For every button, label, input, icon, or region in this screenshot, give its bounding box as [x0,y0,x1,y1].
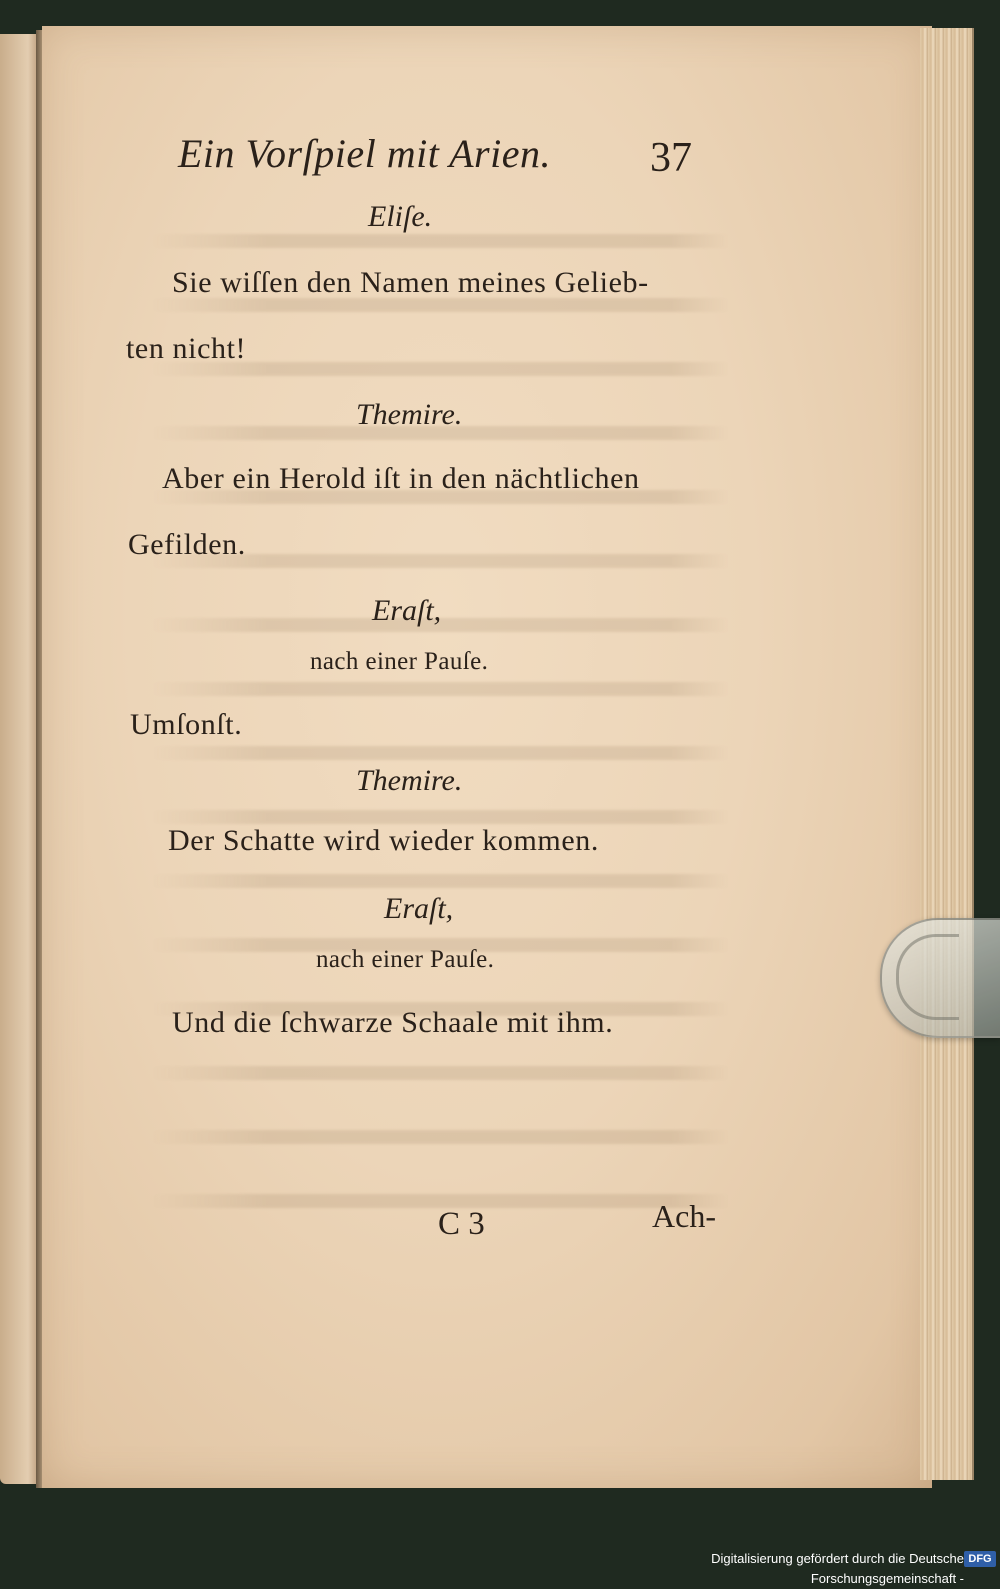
speaker-themire: Themire. [356,764,463,797]
text-line: Umſonſt. [130,708,243,741]
text-line: Aber ein Herold iſt in den nächtlichen [162,462,640,495]
running-title: Ein Vorſpiel mit Arien. [178,131,551,176]
text-line: Der Schatte wird wieder kommen. [168,824,599,857]
text-line: Sie wiſſen den Namen meines Gelieb- [172,266,649,299]
stage-direction: nach einer Pauſe. [310,648,489,675]
signature-mark: C 3 [438,1206,485,1242]
text-line: ten nicht! [126,332,247,365]
facing-page-edge [0,34,40,1484]
dfg-logo: DFG [964,1551,996,1567]
page-number: 37 [650,135,692,181]
text-line: Gefilden. [128,528,246,561]
stage-direction: nach einer Pauſe. [316,946,495,973]
speaker-themire: Themire. [356,398,463,431]
speaker-elise: Eliſe. [368,200,433,233]
digitization-note: Digitalisierung gefördert durch die Deutsche Forschungsgemeinschaft - [711,1551,964,1586]
speaker-erast: Eraſt, [372,594,442,627]
text-line: Und die ſchwarze Schaale mit ihm. [172,1006,614,1039]
page-edges [920,28,974,1480]
speaker-erast: Eraſt, [384,892,454,925]
catchword: Ach- [652,1198,716,1234]
